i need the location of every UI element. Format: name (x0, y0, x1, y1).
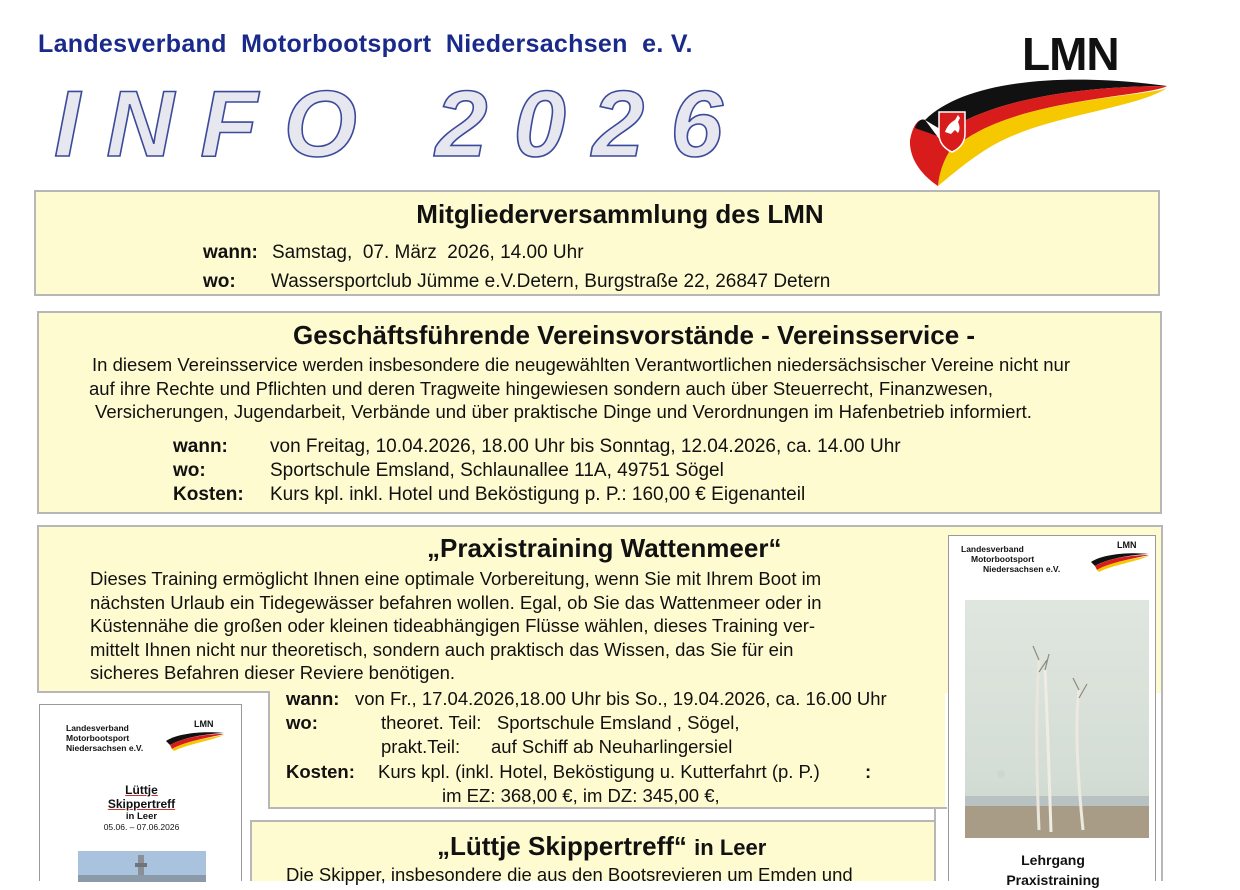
skippertreff-title (437, 831, 766, 862)
flyer-org-line: Niedersachsen e.V. (66, 743, 144, 753)
vs-cost-value: Kurs kpl. inkl. Hotel und Beköstigung p. P.: 160,00 € Eigenanteil (270, 484, 806, 505)
pt-para-line: mittelt Ihnen nicht nur theoretisch, sondern auch praktisch das Wissen, das Sie für ein (90, 638, 794, 660)
info-2026-title (52, 71, 723, 176)
vs-when-value: von Freitag, 10.04.2026, 18.00 Uhr bis Sonntag, 12.04.2026, ca. 14.00 Uhr (270, 436, 901, 457)
skippertreff-description: Die Skipper, insbesondere die aus den Bootsrevieren um Emden und (286, 864, 853, 885)
leer-tower-photo (78, 851, 206, 882)
divider (37, 691, 270, 693)
flyer-org-line: Landesverband (961, 544, 1024, 554)
flyer-org-line: Motorbootsport (971, 554, 1035, 564)
flyer-caption-line: Praxistraining (1006, 872, 1100, 888)
divider (1161, 525, 1163, 881)
svg-text:I N F O 2 0 2 6: I N F O 2 0 2 6 (54, 71, 723, 176)
pt-cost-label: Kosten: (286, 761, 355, 782)
birch-trees-photo (965, 600, 1149, 838)
flyer-org-line: Landesverband (66, 723, 129, 733)
mv-where-value: Wassersportclub Jümme e.V.Detern, Burgstraße 22, 26847 Detern (271, 271, 831, 292)
mv-when-value: Samstag, 07. März 2026, 14.00 Uhr (272, 242, 584, 263)
divider (268, 807, 947, 809)
mv-where-label: wo: (203, 271, 236, 292)
flyer-left-org (66, 723, 143, 753)
flyer-title-line: Skippertreff (107, 797, 176, 811)
pt-where-label: wo: (286, 712, 318, 733)
pt-para-line: sicheres Befahren dieser Reviere benötigen. (90, 662, 456, 683)
praxistraining-title: „Praxistraining Wattenmeer“ (427, 533, 782, 563)
vs-where-label: wo: (173, 460, 206, 481)
flyer-org-line: Motorbootsport (66, 733, 130, 743)
flyer-org-line: Niedersachsen e.V. (983, 564, 1061, 574)
vs-para-line: auf ihre Rechte und Pflichten und deren Tragweite hingewiesen sondern auch über Steuerrecht, Finanzwesen, (89, 377, 993, 399)
pt-cost-value: Kurs kpl. (inkl. Hotel, Beköstigung u. Kutterfahrt (p. P.) (378, 761, 820, 782)
flyer-title-line: Lüttje (125, 783, 158, 797)
vs-para-line: Versicherungen, Jugendarbeit, Verbände und über praktische Dinge und Verordnungen im Hafenbetrieb informiert. (95, 401, 1032, 422)
pt-where-practice: prakt.Teil: auf Schiff ab Neuharlingersiel (381, 736, 733, 757)
divider (37, 525, 39, 693)
divider (934, 808, 936, 881)
praxistraining-flyer-image (948, 535, 1156, 888)
lmn-logo (905, 28, 1170, 190)
divider (250, 820, 936, 822)
divider (250, 820, 252, 881)
lmn-logo-text: LMN (1022, 28, 1119, 80)
skippertreff-title-quote: „Lüttje Skippertreff“ (437, 831, 687, 861)
skippertreff-flyer-image (39, 704, 242, 881)
pt-para-line: nächsten Urlaub ein Tidegewässer befahren wollen. Egal, ob Sie das Wattenmeer oder in (90, 591, 822, 613)
divider (37, 525, 1163, 527)
pt-cost-colon: : (865, 761, 872, 782)
vs-where-value: Sportschule Emsland, Schlaunallee 11A, 49751 Sögel (270, 460, 724, 481)
mitgliederversammlung-title: Mitgliederversammlung des LMN (416, 199, 824, 229)
organization-title: Landesverband Motorbootsport Niedersachsen e. V. (38, 30, 693, 58)
pt-when-value: von Fr., 17.04.2026,18.00 Uhr bis So., 19.04.2026, ca. 16.00 Uhr (355, 688, 887, 709)
pt-where-theory: theoret. Teil: Sportschule Emsland , Sögel, (381, 712, 740, 733)
flyer-title-line: in Leer (125, 811, 158, 822)
flyer-left-title (40, 783, 243, 832)
vs-para-line: In diesem Vereinsservice werden insbesondere die neugewählten Verantwortlichen niedersächsischer Vereine nicht nur (92, 354, 1070, 375)
mv-when-label: wann: (203, 242, 258, 263)
vs-cost-label: Kosten: (173, 484, 244, 505)
pt-cost-rooms: im EZ: 368,00 €, im DZ: 345,00 €, (442, 785, 720, 806)
flyer-right-org (961, 544, 1060, 574)
vereinsservice-description (89, 353, 1160, 424)
flyer-right-flag-icon (1089, 550, 1151, 572)
flyer-right-caption (949, 850, 1157, 890)
pt-para-line: Küstennähe die großen oder kleinen tideabhängigen Flüsse wählen, dieses Training ver- (90, 615, 816, 636)
pt-para-line: Dieses Training ermöglicht Ihnen eine optimale Vorbereitung, wenn Sie mit Ihrem Boot im (90, 568, 822, 589)
skippertreff-title-suffix: in Leer (694, 835, 767, 860)
vs-when-label: wann: (173, 436, 228, 457)
flyer-right-logo-text: LMN (1117, 540, 1137, 550)
flyer-left-logo-text: LMN (194, 719, 214, 729)
divider (268, 691, 270, 809)
flyer-dates: 05.06. – 07.06.2026 (103, 822, 180, 832)
praxistraining-description (90, 567, 940, 685)
flyer-caption-line: Lehrgang (1021, 852, 1085, 868)
vereinsservice-title: Geschäftsführende Vereinsvorstände - Vereinsservice - (293, 320, 976, 350)
flyer-left-flag-icon (164, 729, 226, 751)
pt-when-label: wann: (286, 688, 340, 709)
